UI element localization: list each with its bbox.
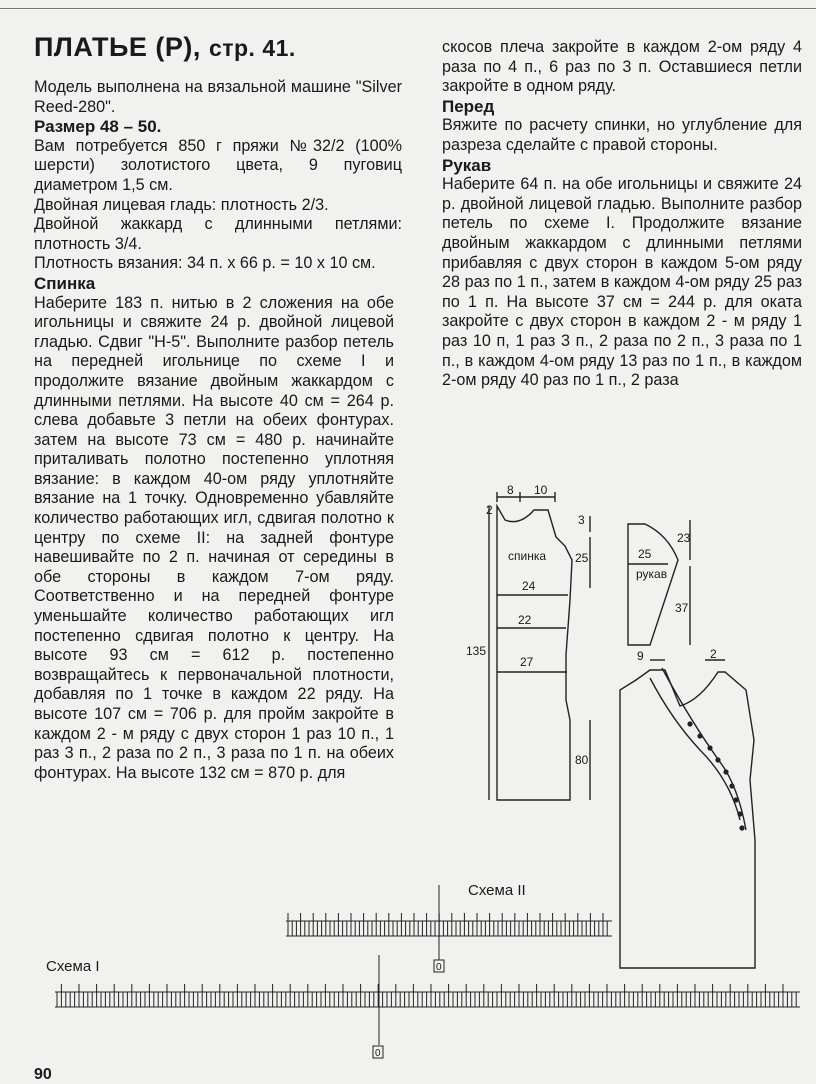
- button-dot: [687, 721, 692, 726]
- front-piece-outline: [620, 670, 755, 968]
- page-number: 90: [34, 1066, 52, 1083]
- front-buttons: [687, 721, 744, 830]
- dim-80: 80: [575, 753, 589, 767]
- button-dot: [707, 745, 712, 750]
- back-label: спинка: [508, 549, 547, 563]
- back-heading: Спинка: [34, 273, 96, 293]
- sleeve-heading: Рукав: [442, 155, 492, 175]
- sleeve-label: рукав: [636, 567, 668, 581]
- yarn-text: Вам потребуется 850 г пряжи №32/2 (100% шерсти) золотистого цвета, 9 пуговиц диаметром 1,5 см.: [34, 136, 402, 194]
- front-wrap-line: [650, 678, 740, 820]
- dim-25-sleeve: 25: [638, 547, 652, 561]
- button-dot: [729, 783, 734, 788]
- continuation-text: скосов плеча закройте в каждом 2-ом ряду 4 раза по 4 п., 6 раз по 3 п. Оставшиеся петли закройте в одном ряду.: [442, 38, 802, 96]
- scheme-2-needles: [286, 921, 612, 936]
- intro-text: Модель выполнена на вязальной машине "Silver Reed-280".: [34, 78, 402, 116]
- button-dot: [737, 811, 742, 816]
- sleeve-outline: [628, 524, 678, 645]
- back-text: Наберите 183 п. нитью в 2 сложения на обе игольницы и свяжите 24 р. двойной лицевой гладью. Сдвиг "Н-5". Выполните разбор петель на передней игольнице по схеме I и продолжите вязание двойным жаккардом с длинными петлями. На высоте 40 см = 264 р. слева добавьте 3 петли на обеих фонтурах. затем на высоте 73 см = 480 р. начинайте приталивать полотно постепенно уплотняя вязание: в каждом 40-ом ряду уплотняйте вязание на 1 точку. Одновременно убавляйте количество работающих игл, сдвигая полотно к центру по схеме II: на задней фонтуре навешивайте по 2 п. начиная от середины в обе стороны в каждом 7-ом ряду. Соответственно и на передней фонтуре уменьшайте количество работающих игл постепенно сдвигая полотно к центру. На высоте 93 см = 612 р. постепенно возвращайтесь к первоначальной плотности, добавляя по 1 точке в каждом 22 ряду. На высоте 107 см = 706 р. для пройм закройте в каждом 2 - м ряду с двух сторон 1 раз 10 п., 1 раз 3 п., 2 раза по 2 п., 3 раза по 1 п. на обеих фонтурах. На высоте 132 см = 870 р. для: [34, 293, 394, 782]
- dim-23: 23: [677, 531, 691, 545]
- dim-135: 135: [466, 644, 487, 658]
- scheme-1-label: Схема I: [46, 958, 100, 975]
- dim-24: 24: [522, 579, 536, 593]
- button-dot: [697, 733, 702, 738]
- dim-2-front: 2: [710, 647, 717, 661]
- dim-25-back: 25: [575, 551, 589, 565]
- title-main: ПЛАТЬЕ (Р),: [34, 32, 201, 62]
- front-text: Вяжите по расчету спинки, но углубление для разреза сделайте с правой стороны.: [442, 116, 802, 154]
- front-heading: Перед: [442, 96, 495, 116]
- dim-9: 9: [637, 649, 644, 663]
- scheme-2-zero: 0: [436, 962, 442, 973]
- title-page-ref: стр. 41.: [208, 35, 296, 61]
- dim-3: 3: [578, 513, 585, 527]
- button-dot: [739, 825, 744, 830]
- button-dot: [723, 769, 728, 774]
- gauge-text: Плотность вязания: 34 п. х 66 р. = 10 х 10 см.: [34, 254, 376, 273]
- button-dot: [733, 797, 738, 802]
- dim-10: 10: [534, 483, 548, 497]
- dim-2-back: 2: [486, 503, 493, 517]
- stitch2-text: Двойной жаккард с длинными петлями: плотность 3/4.: [34, 215, 402, 253]
- button-dot: [715, 757, 720, 762]
- scheme-2-label: Схема II: [468, 882, 526, 899]
- scheme-1-zero: 0: [375, 1048, 381, 1059]
- dim-27: 27: [520, 655, 534, 669]
- dim-37: 37: [675, 601, 689, 615]
- size-heading: Размер 48 – 50.: [34, 117, 162, 137]
- dim-22: 22: [518, 613, 532, 627]
- dim-8: 8: [507, 483, 514, 497]
- sleeve-text: Наберите 64 п. на обе игольницы и свяжите 24 р. двойной лицевой гладью. Выполните разбор петель по схеме I. Продолжите вязание двойным жаккардом с длинными петлями прибавляя с двух сторон в каждом 5-ом ряду 28 раз по 1 п., затем в каждом 4-ом ряду 25 раз по 1 п. На высоте 37 см = 244 р. для оката закройте с двух сторон в каждом 2 - м ряду 1 раз 10 п, 1 раз 3 п., 2 раза по 2 п., 3 раза по 1 п., в каждом 4-ом ряду 13 раз по 1 п., в каждом 2-ом ряду 40 раз по 1 п., 2 раза: [442, 175, 802, 390]
- stitch1-text: Двойная лицевая гладь: плотность 2/3.: [34, 195, 329, 214]
